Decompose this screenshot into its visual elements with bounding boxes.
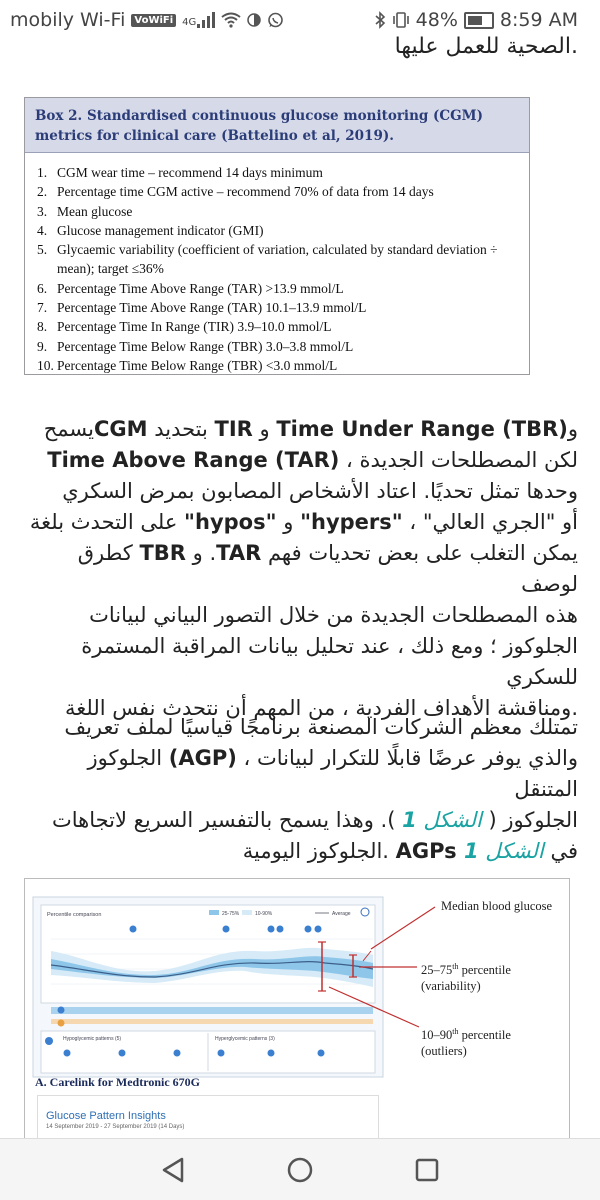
box-item-text: Percentage Time Below Range (TBR) <3.0 mmol/L [57, 357, 338, 373]
hypo-patterns-label: Hypoglycemic patterns (5) [63, 1036, 122, 1042]
status-left [10, 9, 284, 31]
box-item-text: Percentage Time In Range (TIR) 3.9–10.0 mmol/L [57, 319, 332, 335]
vowifi-badge: VoWiFi [131, 14, 176, 27]
box-item-number: 9. [37, 338, 48, 354]
box-item-number: 1. [37, 165, 48, 180]
data-saver-icon [247, 13, 261, 27]
p2-line-4: في الشكل 1 AGPs .الجلوكوز اليومية [242, 839, 578, 863]
whatsapp-icon [267, 12, 284, 29]
svg-text:Average: Average [332, 911, 351, 917]
box-item-number: 10. [37, 357, 54, 373]
box-item-text: Glucose management indicator (GMI) [57, 222, 264, 238]
term-hypers: "hypers" [300, 510, 403, 534]
figure-1-link-2[interactable]: الشكل 1 [464, 839, 544, 863]
box-item-number: 5. [37, 242, 48, 258]
box-list-item [37, 163, 519, 182]
box-item-text: Percentage Time Above Range (TAR) >13.9 mmol/L [57, 280, 344, 296]
term-tbr-2: TBR [139, 541, 186, 565]
p1-line-6: هذه المصطلحات الجديدة من خلال التصور البياني لبيانات [89, 603, 578, 627]
term-tbr: Time Under Range (TBR) [276, 417, 568, 441]
p2-line-3: الجلوكوز ( الشكل 1 ). وهذا يسمح بالتفسير السريع لاتجاهات [51, 808, 578, 832]
home-circle-icon [286, 1156, 314, 1184]
box-item-text: Mean glucose [57, 203, 133, 219]
box-item-number: 4. [37, 222, 48, 238]
box-item-text: Glycaemic variability (coefficient of variation, calculated by standard deviation ÷ mean); target ≤36% [57, 242, 498, 277]
p1-line-4: أو "الجري العالي" ، "hypers" و "hypos" على التحدث بلغة [29, 510, 578, 534]
term-tir: TIR [214, 417, 253, 441]
box-item-number: 8. [37, 319, 48, 335]
box-list-item [37, 221, 519, 240]
box-item-number: 3. [37, 203, 48, 219]
box-item-number: 6. [37, 280, 48, 296]
box-list-item [37, 317, 519, 336]
term-tar-2: TAR [216, 541, 262, 565]
navigation-bar [0, 1138, 600, 1200]
cgm-metrics-box [24, 97, 530, 375]
p1-line-3: وحدها تمثل تحديًا. اعتاد الأشخاص المصابون بمرض السكري [62, 479, 578, 503]
box-item-number: 7. [37, 300, 48, 316]
term-agps: AGPs [395, 839, 464, 863]
box-header [25, 98, 529, 153]
battery-label: 48% [415, 9, 458, 31]
p2-line-1: تمتلك معظم الشركات المصنعة برنامجًا قياسيًا لملف تعريف [64, 715, 578, 739]
recents-button[interactable] [407, 1150, 447, 1190]
box-list [25, 153, 529, 375]
annotation-25-75: 25–75th percentile (variability) [421, 962, 511, 994]
status-right [374, 9, 578, 31]
term-cgm: CGM [94, 417, 148, 441]
svg-text:10-90%: 10-90% [255, 911, 273, 917]
box-list-item [37, 182, 519, 201]
network-label: 4G [182, 17, 197, 28]
box-list-item [37, 202, 519, 221]
box-item-text: Percentage Time Above Range (TAR) 10.1–13.9 mmol/L [57, 300, 367, 316]
annotation-10-90: 10–90th percentile (outliers) [421, 1027, 511, 1059]
p1-line-2: لكن المصطلحات الجديدة ، Time Above Range (TAR) [47, 448, 578, 472]
figure-1-link[interactable]: الشكل 1 [402, 808, 482, 832]
vibrate-icon [392, 12, 410, 28]
bluetooth-icon [374, 11, 386, 29]
recents-square-icon [414, 1157, 440, 1183]
percentile-label: Percentile comparison [47, 912, 102, 918]
term-agp: (AGP) [168, 746, 237, 770]
back-button[interactable] [153, 1150, 193, 1190]
back-triangle-icon [160, 1156, 186, 1184]
p1-line-8: .ومناقشة الأهداف الفردية ، من المهم أن نتحدث نفس اللغة [65, 696, 578, 720]
term-tar: Time Above Range (TAR) [47, 448, 340, 472]
box-list-item [37, 240, 519, 279]
wifi-icon [221, 12, 241, 28]
home-button[interactable] [280, 1150, 320, 1190]
term-hypos: "hypos" [184, 510, 277, 534]
box-list-item [37, 337, 519, 356]
box-list-item [37, 279, 519, 298]
figure-1-image [24, 878, 570, 1158]
box-title: Box 2. Standardised continuous glucose monitoring (CGM) metrics for clinical care (Battelino et al, 2019). [35, 108, 484, 144]
box-list-item [37, 356, 519, 375]
annotation-median: Median blood glucose [441, 899, 553, 913]
insights-title: Glucose Pattern Insights [46, 1110, 166, 1122]
box-item-text: Percentage Time Below Range (TBR) 3.0–3.8 mmol/L [57, 338, 354, 354]
svg-text:25-75%: 25-75% [222, 911, 240, 917]
box-list-item [37, 298, 519, 317]
p1-line-7: الجلوكوز ؛ ومع ذلك ، عند تحليل بيانات المراقبة المستمرة للسكري [81, 634, 578, 689]
box-item-text: CGM wear time – recommend 14 days minimum [57, 165, 323, 180]
article-top-line: .الصحية للعمل عليها [394, 34, 578, 59]
insights-date: 14 September 2019 - 27 September 2019 (14 Days) [46, 1124, 185, 1130]
p2-line-2: والذي يوفر عرضًا قابلًا للتكرار لبيانات ، (AGP) الجلوكوز المتنقل [87, 746, 578, 801]
signal-icon [182, 12, 215, 28]
battery-icon [464, 12, 494, 29]
clock: 8:59 AM [499, 9, 578, 31]
paragraph-1 [18, 414, 578, 724]
p1-line-1: وTime Under Range (TBR) و TIR بتحديد CGMيسمح [43, 417, 578, 441]
figure-caption: A. Carelink for Medtronic 670G [35, 1075, 200, 1089]
box-item-text: Percentage time CGM active – recommend 70% of data from 14 days [57, 184, 434, 200]
paragraph-2 [18, 712, 578, 867]
hyper-patterns-label: Hyperglycemic patterns (3) [215, 1036, 275, 1042]
p1-line-5: يمكن التغلب على بعض تحديات فهم TAR. و TBR كطرق لوصف [77, 541, 578, 596]
carrier-label: mobily Wi-Fi [10, 9, 126, 31]
box-item-number: 2. [37, 184, 48, 200]
